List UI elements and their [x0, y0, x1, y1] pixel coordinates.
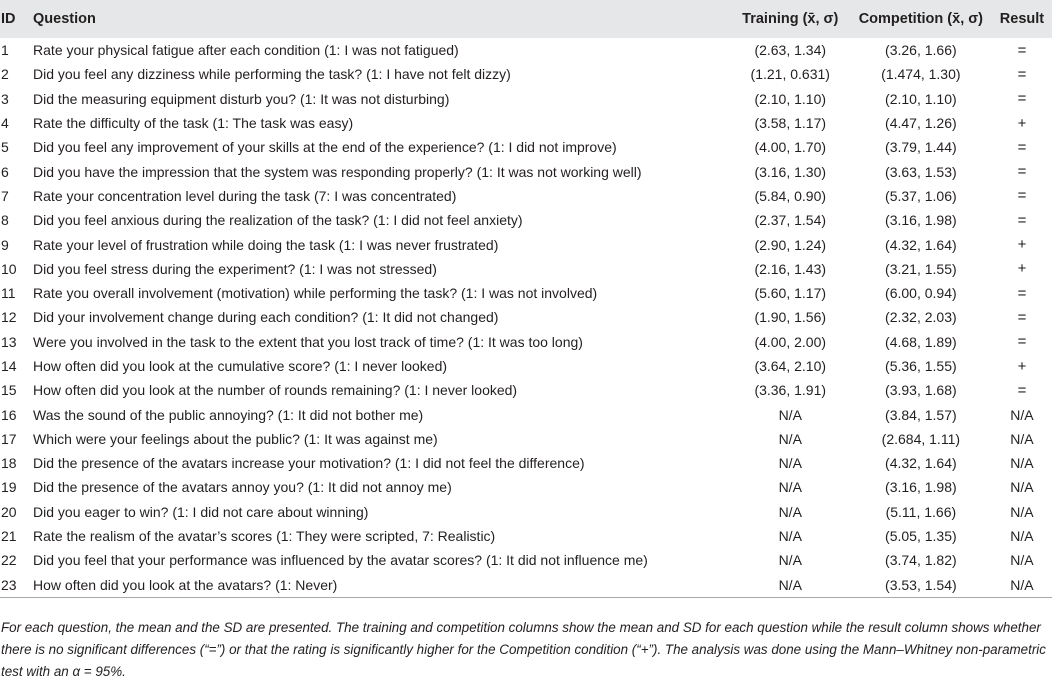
row-competition-cell: (3.84, 1.57)	[885, 406, 957, 423]
row-id-cell: 3	[1, 90, 9, 107]
row-result-cell: =	[1017, 138, 1027, 156]
row-result-cell: +	[1017, 260, 1027, 278]
row-result-cell: +	[1017, 357, 1027, 375]
header-result: Result	[999, 11, 1045, 27]
table-row	[0, 402, 1052, 426]
row-result-cell: N/A	[1010, 430, 1034, 447]
row-question-cell: Was the sound of the public annoying? (1: It did not bother me)	[33, 406, 424, 423]
table-row	[0, 378, 1052, 402]
table-row	[0, 330, 1052, 354]
table-row	[0, 281, 1052, 305]
row-competition-cell: (5.05, 1.35)	[885, 528, 957, 545]
row-id-cell: 15	[1, 382, 17, 399]
row-result-cell: N/A	[1010, 479, 1034, 496]
header-row	[0, 0, 1052, 38]
row-training-cell: N/A	[778, 406, 802, 423]
table-row	[0, 232, 1052, 256]
row-id-cell: 10	[1, 260, 17, 277]
row-question-cell: Rate your physical fatigue after each condition (1: I was not fatigued)	[33, 42, 459, 59]
row-competition-cell: (2.684, 1.11)	[881, 430, 961, 447]
row-id-cell: 16	[1, 406, 17, 423]
row-result-cell: =	[1017, 333, 1027, 351]
table-row	[0, 159, 1052, 183]
table-header	[0, 0, 1052, 38]
row-competition-cell: (3.21, 1.55)	[885, 260, 957, 277]
row-competition-cell: (4.32, 1.64)	[885, 236, 957, 253]
row-result-cell: =	[1017, 41, 1027, 59]
row-question-cell: Did you feel anxious during the realization of the task? (1: I did not feel anxiety)	[33, 212, 523, 229]
row-competition-cell: (3.74, 1.82)	[885, 552, 957, 569]
table-row	[0, 111, 1052, 135]
header-training: Training (x̄, σ)	[742, 11, 839, 27]
row-question-cell: Did you eager to win? (1: I did not care about winning)	[33, 503, 369, 520]
row-competition-cell: (4.47, 1.26)	[885, 115, 957, 132]
row-result-cell: N/A	[1010, 455, 1034, 472]
table-row	[0, 451, 1052, 475]
table-row	[0, 87, 1052, 111]
row-training-cell: (2.16, 1.43)	[754, 260, 827, 277]
row-training-cell: (1.90, 1.56)	[754, 309, 827, 326]
row-result-cell: N/A	[992, 573, 1052, 598]
row-competition-cell: (3.16, 1.98)	[885, 479, 957, 496]
row-question-cell: Did the presence of the avatars increase your motivation? (1: I did not feel the difference)	[33, 455, 585, 472]
table-row	[0, 208, 1052, 232]
row-id-cell: 14	[1, 358, 17, 374]
header-competition: Competition (x̄, σ)	[858, 11, 984, 27]
row-question-cell: Rate you overall involvement (motivation) while performing the task? (1: I was not involved)	[33, 285, 598, 302]
row-id-cell: 17	[1, 430, 17, 447]
row-training-cell: (5.60, 1.17)	[754, 285, 827, 302]
row-training-cell: (5.84, 0.90)	[754, 187, 827, 204]
row-id-cell: 7	[1, 187, 9, 204]
row-competition-cell: (6.00, 0.94)	[885, 285, 957, 302]
row-question-cell: Were you involved in the task to the extent that you lost track of time? (1: It was too long)	[33, 333, 583, 350]
row-result-cell: =	[1017, 90, 1027, 108]
row-result-cell: =	[1017, 163, 1027, 181]
row-result-cell: =	[1017, 187, 1027, 205]
table-row	[0, 257, 1052, 281]
row-training-cell: (4.00, 2.00)	[754, 333, 827, 350]
row-question-cell: Did you have the impression that the system was responding properly? (1: It was not working well)	[33, 163, 642, 180]
table-row	[0, 354, 1052, 378]
row-id-cell: 6	[1, 163, 9, 180]
table-row	[0, 524, 1052, 548]
row-competition-cell: (4.68, 1.89)	[885, 333, 957, 350]
row-result-cell: N/A	[1010, 503, 1034, 520]
row-competition-cell: (5.37, 1.06)	[885, 187, 957, 204]
table-row	[0, 475, 1052, 499]
row-training-cell: N/A	[778, 552, 802, 569]
row-question-cell: Did you feel any improvement of your skills at the end of the experience? (1: I did not improve)	[33, 139, 617, 156]
row-training-cell: (2.10, 1.10)	[754, 90, 827, 107]
row-competition-cell: (3.63, 1.53)	[885, 163, 957, 180]
row-competition-cell: (3.53, 1.54)	[850, 573, 992, 598]
row-competition-cell: (3.16, 1.98)	[885, 212, 957, 229]
row-question-cell: How often did you look at the cumulative score? (1: I never looked)	[33, 358, 448, 374]
row-question-cell: How often did you look at the number of rounds remaining? (1: I never looked)	[33, 382, 518, 399]
row-id-cell: 1	[1, 42, 9, 59]
row-competition-cell: (2.32, 2.03)	[885, 309, 957, 326]
row-question-cell: Which were your feelings about the public? (1: It was against me)	[33, 430, 438, 447]
row-result-cell: +	[1017, 236, 1027, 254]
header-question: Question	[33, 11, 96, 27]
row-training-cell: N/A	[731, 573, 850, 598]
row-training-cell: (1.21, 0.631)	[750, 66, 830, 83]
row-result-cell: =	[1017, 308, 1027, 326]
table-row	[0, 62, 1052, 86]
row-id-cell: 2	[1, 66, 9, 83]
row-competition-cell: (1.474, 1.30)	[881, 66, 961, 83]
row-competition-cell: (4.32, 1.64)	[885, 455, 957, 472]
row-training-cell: N/A	[778, 479, 802, 496]
row-result-cell: =	[1017, 284, 1027, 302]
table-row	[0, 38, 1052, 62]
row-question-cell: Did you feel that your performance was influenced by the avatar scores? (1: It did not influence me)	[33, 552, 648, 569]
table-row	[0, 500, 1052, 524]
table-row	[0, 427, 1052, 451]
row-question-cell: Did the measuring equipment disturb you? (1: It was not disturbing)	[33, 90, 450, 107]
table-row	[0, 548, 1052, 572]
table-row	[0, 135, 1052, 159]
row-id-cell: 4	[1, 115, 9, 132]
row-training-cell: (2.90, 1.24)	[754, 236, 827, 253]
table-row	[0, 305, 1052, 329]
row-training-cell: (3.58, 1.17)	[754, 115, 827, 132]
row-question-cell: Rate the realism of the avatar’s scores (1: They were scripted, 7: Realistic)	[33, 528, 496, 545]
row-training-cell: N/A	[778, 528, 802, 545]
row-result-cell: N/A	[1010, 528, 1034, 545]
row-training-cell: (2.63, 1.34)	[754, 42, 827, 59]
row-competition-cell: (2.10, 1.10)	[885, 90, 957, 107]
row-result-cell: =	[1017, 381, 1027, 399]
row-competition-cell: (5.36, 1.55)	[885, 358, 957, 374]
row-training-cell: (3.64, 2.10)	[754, 358, 827, 374]
row-training-cell: (3.36, 1.91)	[754, 382, 827, 399]
row-competition-cell: (5.11, 1.66)	[885, 503, 957, 520]
table-row	[0, 184, 1052, 208]
row-question-cell: Rate the difficulty of the task (1: The task was easy)	[33, 115, 354, 132]
row-question-cell: Did you feel stress during the experiment? (1: I was not stressed)	[33, 260, 437, 277]
table-row	[0, 573, 1052, 598]
row-training-cell: (2.37, 1.54)	[754, 212, 827, 229]
row-competition-cell: (3.79, 1.44)	[885, 139, 957, 156]
row-id-cell: 19	[1, 479, 17, 496]
row-result-cell: +	[1017, 114, 1027, 132]
row-training-cell: (4.00, 1.70)	[754, 139, 827, 156]
row-id-cell: 8	[1, 212, 9, 229]
row-result-cell: N/A	[1010, 552, 1034, 569]
row-question-cell: Did your involvement change during each condition? (1: It did not changed)	[33, 309, 499, 326]
row-id-cell: 21	[1, 528, 17, 545]
row-question-cell: Rate your level of frustration while doing the task (1: I was never frustrated)	[33, 236, 499, 253]
row-id-cell: 18	[1, 455, 17, 472]
row-question-cell: Did you feel any dizziness while performing the task? (1: I have not felt dizzy)	[33, 66, 511, 83]
row-competition-cell: (3.26, 1.66)	[885, 42, 957, 59]
row-question-cell: How often did you look at the avatars? (1: Never)	[33, 573, 731, 598]
row-result-cell: =	[1017, 211, 1027, 229]
table-body	[0, 38, 1052, 597]
row-training-cell: N/A	[778, 430, 802, 447]
row-result-cell: =	[1017, 65, 1027, 83]
row-id-cell: 11	[1, 285, 16, 302]
row-training-cell: N/A	[778, 455, 802, 472]
row-id-cell: 13	[1, 333, 17, 350]
row-id-cell: 20	[1, 503, 17, 520]
row-result-cell: N/A	[1010, 406, 1034, 423]
row-id-cell: 5	[1, 139, 9, 156]
row-question-cell: Rate your concentration level during the task (7: I was concentrated)	[33, 187, 457, 204]
row-training-cell: (3.16, 1.30)	[754, 163, 827, 180]
row-question-cell: Did the presence of the avatars annoy you? (1: It did not annoy me)	[33, 479, 452, 496]
row-id-cell: 9	[1, 236, 9, 253]
header-id: ID	[1, 11, 16, 27]
row-training-cell: N/A	[778, 503, 802, 520]
row-id-cell: 23	[0, 573, 33, 598]
row-id-cell: 22	[1, 552, 17, 569]
row-id-cell: 12	[1, 309, 17, 326]
row-competition-cell: (3.93, 1.68)	[885, 382, 957, 399]
table-footnote: For each question, the mean and the SD are presented. The training and competition columns show the mean and SD for each question while the result column shows whether there is no significant differences (“=”) or that the rating is significantly higher for the Competition condition (“+”). The analysis was done using the Mann–Whitney non-parametric test with an α = 95%.	[1, 620, 1046, 679]
